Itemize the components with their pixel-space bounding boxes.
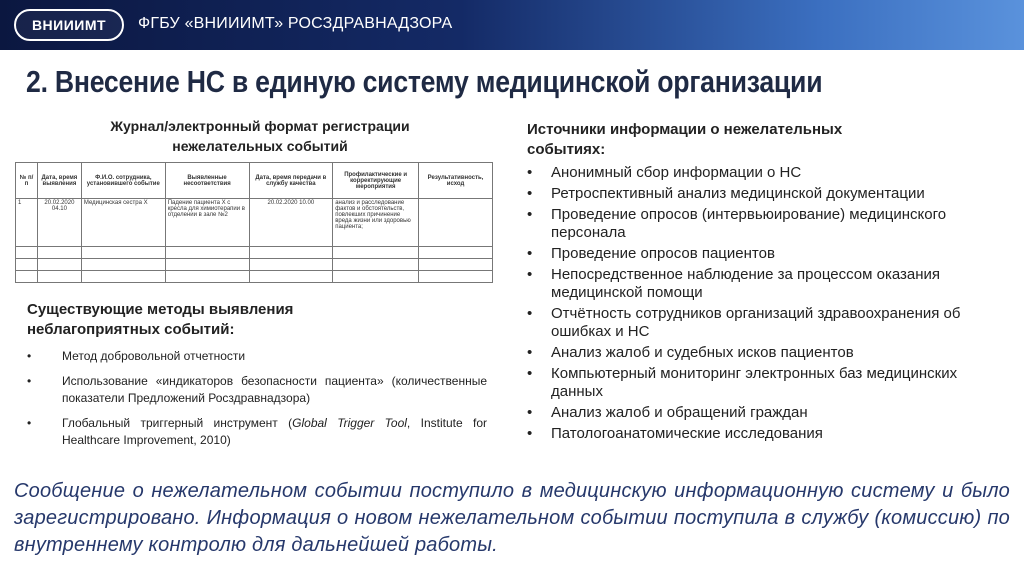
list-item: • Анализ жалоб и обращений граждан [527,404,1012,422]
table-header-cell: Дата, время передачи в службу качества [249,163,333,199]
journal-heading [20,116,500,156]
list-item: • Патологоанатомические исследования [527,425,1012,443]
table-cell: 20.02.2020 10.00 [249,199,333,247]
list-item: • Непосредственное наблюдение за процессом оказания медицинской помощи [527,266,1012,302]
table-cell: Медицинская сестра Х [81,199,165,247]
conclusion-text: Сообщение о нежелательном событии поступило в медицинскую информационную систему и было зарегистрировано. Информация о новом нежелательном событии поступила в службу (комиссию) по внутреннему контролю для дальнейшей работы. [14,480,1010,556]
table-cell: 20.02.2020 04.10 [37,199,81,247]
table-header-cell: Ф.И.О. сотрудника, установившего событие [81,163,165,199]
methods-list [27,348,487,457]
table-row [16,199,493,247]
list-item-text: Глобальный триггерный инструмент ( [62,416,293,430]
slide-title: 2. Внесение НС в единую систему медицинской организации [26,64,823,99]
table-header-cell: Выявленные несоответствия [165,163,249,199]
methods-heading-line: неблагоприятных событий: [27,321,235,338]
table-cell: Падение пациента Х с кресла для химиотерапии в отделении в зале №2 [165,199,249,247]
table-row [16,259,493,271]
list-item: • Анонимный сбор информации о НС [527,164,1012,182]
table-row [16,271,493,283]
table-header-cell: № п/п [16,163,38,199]
list-item: • Использование «индикаторов безопасности пациента» (количественные показатели Предложений Росздравнадзора) [27,373,487,407]
list-item: • Компьютерный мониторинг электронных баз медицинских данных [527,365,1012,401]
list-item: • Анализ жалоб и судебных исков пациентов [527,344,1012,362]
table-header-cell: Профилактические и корректирующие мероприятия [333,163,419,199]
journal-heading-line: Журнал/электронный формат регистрации [110,118,410,134]
table-header-row [16,163,493,199]
list-item: • Проведение опросов (интервьюирование) медицинского персонала [527,206,1012,242]
list-item: • Метод добровольной отчетности [27,348,487,365]
list-item-text: , Institute for Healthcare Improvement, 2010) [62,416,488,447]
table-cell: 1 [16,199,38,247]
table-header-cell: Результативность, исход [419,163,493,199]
table-cell: анализ и расследование фактов и обстоятельств, повлекших причинение вреда жизни или здоровью пациента; [333,199,419,247]
list-item: • Отчётность сотрудников организаций здравоохранения об ошибках и НС [527,305,1012,341]
journal-heading-line: нежелательных событий [172,138,348,154]
sources-heading-line: Источники информации о нежелательных [527,121,843,138]
sources-heading [527,120,997,160]
methods-heading [27,300,497,340]
organization-logo: ВНИИИМТ [14,9,124,41]
list-item-italic-text: Global Trigger Tool [292,416,407,430]
organization-name: ФГБУ «ВНИИИМТ» РОСЗДРАВНАДЗОРА [138,15,453,32]
registration-journal-table [15,162,493,283]
header-bar [0,0,1024,50]
table-row [16,247,493,259]
list-item: • Ретроспективный анализ медицинской документации [527,185,1012,203]
table-header-cell: Дата, время выявления [37,163,81,199]
list-item: • Проведение опросов пациентов [527,245,1012,263]
table-cell [419,199,493,247]
list-item [27,415,487,449]
methods-heading-line: Существующие методы выявления [27,301,294,318]
sources-list [527,164,1012,446]
sources-heading-line: событиях: [527,141,606,158]
